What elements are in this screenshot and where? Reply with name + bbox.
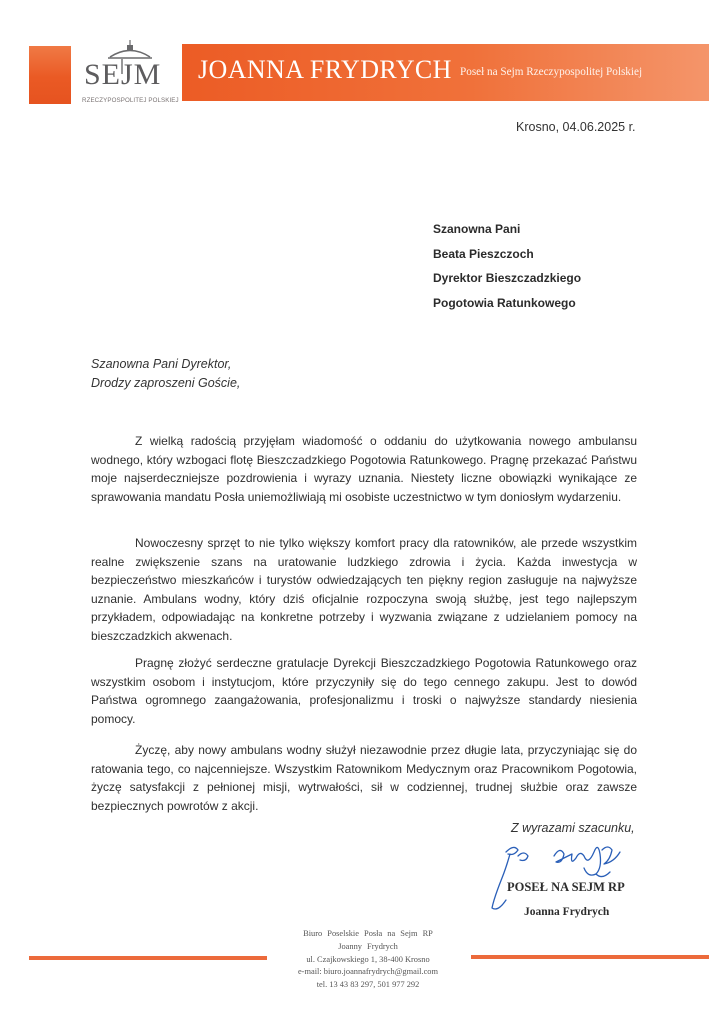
recipient-block (433, 222, 581, 321)
recipient-line: Szanowna Pani (433, 222, 521, 236)
salutation-line: Drodzy zaproszeni Goście, (91, 376, 241, 390)
footer-contact (268, 928, 468, 992)
body-paragraph: Nowoczesny sprzęt to nie tylko większy komfort pracy dla ratowników, ale przede wszystkim realne zwiększenie szans na uratowanie ludzkiego zdrowia i życia. Każda inwestycja w bezpieczeństwo mieszkańców i turystów odwiedzających ten piękny region zasługuje na najwyższe uznanie. Ambulans wodny, który dziś oficjalnie rozpoczyna swoją służbę, jest tego najlepszym przykładem, odpowiadając na konkretne potrzeby i wyzwania związane z udzielaniem pomocy na bieszczadzkich akwenach. (91, 536, 637, 643)
body-paragraph: Życzę, aby nowy ambulans wodny służył niezawodnie przez długie lata, przyczyniając się do ratowania tego, co najcenniejsze. Wszystkim Ratownikom Medycznym oraz Pracownikom Pogotowia, życzę satysfakcji z pełnionej misji, wytrwałości, sił w codziennej, trudnej służbie oraz zawsze bezpiecznych powrotów z akcji. (91, 743, 637, 813)
footer-line: Joanny Frydrych (338, 941, 398, 951)
footer-divider-left (29, 956, 267, 960)
header-name: JOANNA FRYDRYCH (198, 55, 452, 84)
header-title: Poseł na Sejm Rzeczypospolitej Polskiej (460, 66, 643, 78)
salutation-line: Szanowna Pani Dyrektor, (91, 357, 232, 371)
body-paragraph: Pragnę złożyć serdeczne gratulacje Dyrekcji Bieszczadzkiego Pogotowia Ratunkowego oraz wszystkim osobom i instytucjom, które przyczyniły się do tego cennego zakupu. Jest to dowód Państwa ogromnego zaangażowania, profesjonalizmu i troski o najwyższe standardy niesienia pomocy. (91, 656, 637, 726)
recipient-line: Beata Pieszczoch (433, 246, 534, 261)
place-date: Krosno, 04.06.2025 r. (516, 120, 636, 134)
recipient-line: Pogotowia Ratunkowego (433, 296, 576, 311)
salutation (91, 357, 240, 395)
footer-email: e-mail: biuro.joannafrydrych@gmail.com (297, 967, 439, 977)
recipient-line: Dyrektor Bieszczadzkiego (433, 271, 582, 286)
body-paragraph: Z wielką radością przyjęłam wiadomość o oddaniu do użytkowania nowego ambulansu wodnego, który wzbogaci flotę Bieszczadzkiego Pogotowia Ratunkowego. Pragnę przekazać Państwu moje najserdeczniejsze pozdrowienia i wyrazy uznania. Niestety liczne obowiązki wynikające ze sprawowania mandatu Posła uniemożliwiają mi osobiste uczestnictwo w tym doniosłym wydarzeniu. (91, 434, 637, 504)
footer-phone: tel. 13 43 83 297, 501 977 292 (316, 980, 420, 990)
logo-wordmark: SEJM (84, 58, 162, 91)
footer-address: ul. Czajkowskiego 1, 38-400 Krosno (306, 954, 430, 964)
footer-line: Biuro Poselskie Posła na Sejm RP (303, 929, 433, 938)
signatory-name: Joanna Frydrych (524, 906, 610, 918)
header-accent-bar-left (29, 46, 71, 104)
closing-phrase: Z wyrazami szacunku, (511, 821, 635, 835)
footer-divider-right (471, 955, 709, 959)
logo-subtext: RZECZYPOSPOLITEJ POLSKIEJ (82, 97, 179, 104)
signatory-role: POSEŁ NA SEJM RP (507, 880, 625, 894)
